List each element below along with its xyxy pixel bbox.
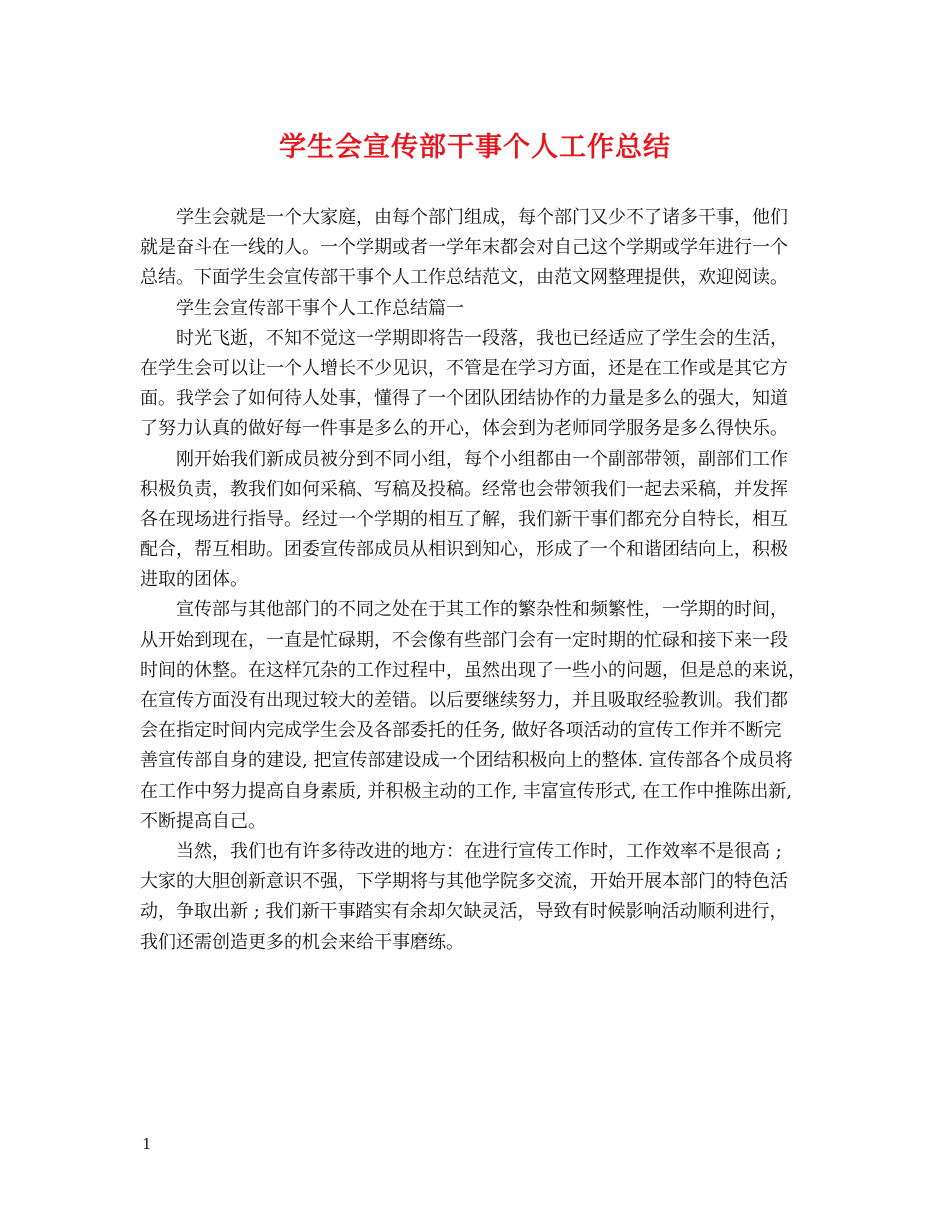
page-number: 1 <box>142 1135 152 1153</box>
text-line: 刚开始我们新成员被分到不同小组，每个小组都由一个副部带领，副部们工作 <box>176 448 788 470</box>
text-line: 我们还需创造更多的机会来给干事磨练。 <box>140 931 464 953</box>
text-line: 大家的大胆创新意识不强，下学期将与其他学院多交流，开始开展本部门的特色活 <box>140 871 788 893</box>
text-line: 配合，帮互相助。团委宣传部成员从相识到知心，形成了一个和谐团结向上，积极 <box>140 539 788 561</box>
text-line: 当然，我们也有许多待改进的地方：在进行宣传工作时，工作效率不是很高 ; <box>176 840 782 862</box>
document-title: 学生会宣传部干事个人工作总结 <box>279 132 671 163</box>
section-heading: 学生会宣传部干事个人工作总结篇一 <box>176 297 464 319</box>
text-line: 各在现场进行指导。经过一个学期的相互了解，我们新干事们都充分自特长，相互 <box>140 508 788 530</box>
text-line: 会在指定时间内完成学生会及各部委托的任务, 做好各项活动的宣传工作并不断完 <box>140 720 782 742</box>
text-line: 宣传部与其他部门的不同之处在于其工作的繁杂性和频繁性，一学期的时间， <box>176 599 788 621</box>
text-line: 就是奋斗在一线的人。一个学期或者一学年末都会对自己这个学期或学年进行一个 <box>140 237 788 259</box>
text-line: 从开始到现在，一直是忙碌期，不会像有些部门会有一定时期的忙碌和接下来一段 <box>140 629 788 651</box>
text-line: 在宣传方面没有出现过较大的差错。以后要继续努力，并且吸取经验教训。我们都 <box>140 690 788 711</box>
text-line: 面。我学会了如何待人处事，懂得了一个团队团结协作的力量是多么的强大，知道 <box>140 388 788 410</box>
text-line: 了努力认真的做好每一件事是多么的开心，体会到为老师同学服务是多么得快乐。 <box>140 418 788 440</box>
text-line: 在工作中努力提高自身素质, 并积极主动的工作, 丰富宣传形式, 在工作中推陈出新, <box>140 780 793 802</box>
text-line: 时光飞逝，不知不觉这一学期即将告一段落，我也已经适应了学生会的生活， <box>176 327 788 349</box>
text-line: 积极负责，教我们如何采稿、写稿及投稿。经常也会带领我们一起去采稿，并发挥 <box>140 478 788 500</box>
text-line: 动，争取出新 ; 我们新干事踏实有余却欠缺灵活，导致有时候影响活动顺利进行， <box>140 901 788 923</box>
text-line: 在学生会可以让一个人增长不少见识，不管是在学习方面，还是在工作或是其它方 <box>140 357 788 379</box>
text-line: 学生会就是一个大家庭，由每个部门组成，每个部门又少不了诸多干事，他们 <box>176 207 788 228</box>
text-line: 不断提高自己。 <box>140 810 266 832</box>
text-line: 善宣传部自身的建设, 把宣传部建设成一个团结积极向上的整体. 宣传部各个成员将 <box>140 750 793 772</box>
text-line: 时间的休整。在这样冗杂的工作过程中，虽然出现了一些小的问题，但是总的来说， <box>140 659 806 681</box>
text-line: 总结。下面学生会宣传部干事个人工作总结范文，由范文网整理提供，欢迎阅读。 <box>140 267 788 289</box>
text-line: 进取的团体。 <box>140 569 248 591</box>
document-body <box>140 203 812 958</box>
